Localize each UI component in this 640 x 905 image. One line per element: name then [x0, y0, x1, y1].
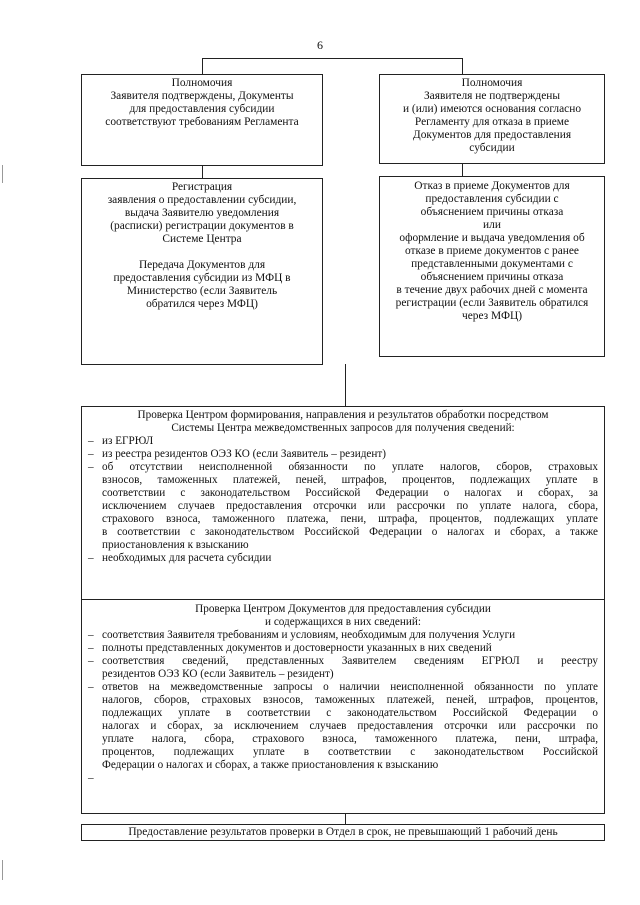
- box-line: Системе Центра: [162, 233, 242, 245]
- list-item-empty: [82, 772, 604, 785]
- connector-top-left: [202, 58, 203, 74]
- item-line: в соответствии с законодательством Российской Федерации о налогах и сборах, а также: [102, 526, 598, 538]
- item-line: – необходимых для расчета субсидии: [102, 552, 272, 564]
- item-line: – из реестра резидентов ОЭЗ КО (если Заявитель – резидент): [102, 448, 386, 460]
- list-item: [82, 552, 604, 565]
- item-line: – ответов на межведомственные запросы о наличии неисполненной обязанности по уплате: [102, 681, 598, 693]
- item-line: – об отсутствии неисполненной обязанности по уплате налогов, сборов, страховых: [102, 461, 598, 473]
- box-line: в течение двух рабочих дней с момента: [396, 284, 588, 296]
- scan-mark: [2, 165, 3, 183]
- box-refusal: [379, 176, 605, 357]
- box-line: через МФЦ): [461, 310, 523, 322]
- box-line: предоставления субсидии с: [425, 193, 559, 205]
- section-document-checks: [82, 603, 604, 785]
- result-text: Предоставление результатов проверки в Отдел в срок, не превышающий 1 рабочий день: [128, 826, 558, 838]
- section-divider: [82, 599, 604, 600]
- list-item: [82, 655, 604, 681]
- box-line: Министерство (если Заявитель: [126, 285, 278, 297]
- item-line: подлежащих уплате в соответствии с законодательством Российской Федерации о: [102, 707, 598, 719]
- connector-top-horizontal: [202, 58, 463, 59]
- section-interagency-requests: [82, 409, 604, 565]
- box-authority-confirmed: [81, 74, 323, 166]
- box-line: Заявителя подтверждены, Документы: [110, 90, 294, 102]
- connector-checks-to-result: [345, 814, 346, 824]
- box-line: объяснением причины отказа: [420, 271, 564, 283]
- item-line: взносов, таможенных платежей, пеней, штрафов, процентов, подлежащих уплате в: [102, 474, 598, 486]
- box-line: обратился через МФЦ): [146, 298, 258, 310]
- box-line: Отказ в приеме Документов для: [414, 180, 570, 192]
- section-heading: [82, 409, 604, 435]
- box-line: Полномочия: [171, 77, 233, 89]
- section-heading: [82, 603, 604, 629]
- item-line: уплате налога, сбора, страхового взноса, таможенного платежа, пени, штрафа,: [102, 733, 598, 745]
- box-line: выдача Заявителю уведомления: [124, 207, 280, 219]
- scan-mark: [2, 860, 3, 880]
- box-registration: [81, 178, 323, 365]
- connector-reg-to-checks: [345, 364, 346, 406]
- box-line: заявления о предоставлении субсидии,: [107, 194, 297, 206]
- item-line: исключением случаев предоставления отсрочки или рассрочки по уплате налога, сбора,: [102, 500, 598, 512]
- item-line: резидентов ОЭЗ КО (если Заявитель – резидент): [102, 668, 334, 680]
- box-line: оформление и выдача уведомления об: [399, 232, 585, 244]
- item-line: соответствии с законодательством Российской Федерации о налогах и сборах, за: [102, 487, 598, 499]
- item-line: налогах и сборах, за исключением случаев предоставления отсрочки или рассрочки по: [102, 720, 598, 732]
- heading-line: и содержащихся в них сведений:: [265, 616, 421, 628]
- box-line: или: [483, 219, 501, 231]
- connector-right-down: [462, 164, 463, 176]
- box-result: [81, 824, 605, 841]
- heading-line: Проверка Центром формирования, направления и результатов обработки посредством: [137, 409, 549, 421]
- item-line: – соответствия сведений, представленных Заявителем сведениям ЕГРЮЛ и реестру: [102, 655, 598, 667]
- box-line: Документов для предоставления: [412, 129, 572, 141]
- list-item: [82, 629, 604, 642]
- box-checks: [81, 406, 605, 814]
- list-item: [82, 461, 604, 552]
- list-item: [82, 681, 604, 772]
- box-line: регистрации (если Заявитель обратился: [395, 297, 589, 309]
- box-line: представленными документами с: [411, 258, 573, 270]
- box-line: предоставления субсидии из МФЦ в: [113, 272, 291, 284]
- box-line: отказе в приеме документов с ранее: [404, 245, 579, 257]
- item-line: процентов, подлежащих уплате в соответствии с законодательством Российской: [102, 746, 598, 758]
- box-line: соответствуют требованиям Регламента: [105, 116, 299, 128]
- item-line: приостановления к взысканию: [102, 539, 249, 551]
- box-line: объяснением причины отказа: [420, 206, 564, 218]
- box-line: и (или) имеются основания согласно: [402, 103, 582, 115]
- box-line: Передача Документов для: [138, 259, 266, 271]
- item-line: страхового взноса, таможенного платежа, пени, штрафа, процентов, подлежащих уплате: [102, 513, 598, 525]
- list-item: [82, 448, 604, 461]
- box-line: Заявителя не подтверждены: [423, 90, 561, 102]
- heading-line: Проверка Центром Документов для предоставления субсидии: [195, 603, 491, 615]
- item-line: – полноты представленных документов и достоверности указанных в них сведений: [102, 642, 492, 654]
- box-line: Полномочия: [461, 77, 523, 89]
- item-line: Федерации о налогах и сборах, а также приостановления к взысканию: [102, 759, 439, 771]
- list-item: [82, 435, 604, 448]
- heading-line: Системы Центра межведомственных запросов для получения сведений:: [171, 422, 515, 434]
- box-line: Регламенту для отказа в приеме: [414, 116, 570, 128]
- page-number: 6: [317, 38, 323, 52]
- list-item: [82, 642, 604, 655]
- item-line: – из ЕГРЮЛ: [102, 435, 154, 447]
- connector-top-right: [462, 58, 463, 74]
- box-line: субсидии: [469, 142, 515, 154]
- box-line: (расписки) регистрации документов в: [110, 220, 294, 232]
- box-authority-not-confirmed: [379, 74, 605, 164]
- box-line: для предоставления субсидии: [129, 103, 275, 115]
- connector-left-down: [202, 166, 203, 178]
- item-line: налогов, сборов, страховых взносов, таможенных платежей, пеней, штрафов, процентов,: [102, 694, 598, 706]
- box-line: Регистрация: [171, 181, 233, 193]
- item-line: – соответствия Заявителя требованиям и условиям, необходимым для получения Услуги: [102, 629, 516, 641]
